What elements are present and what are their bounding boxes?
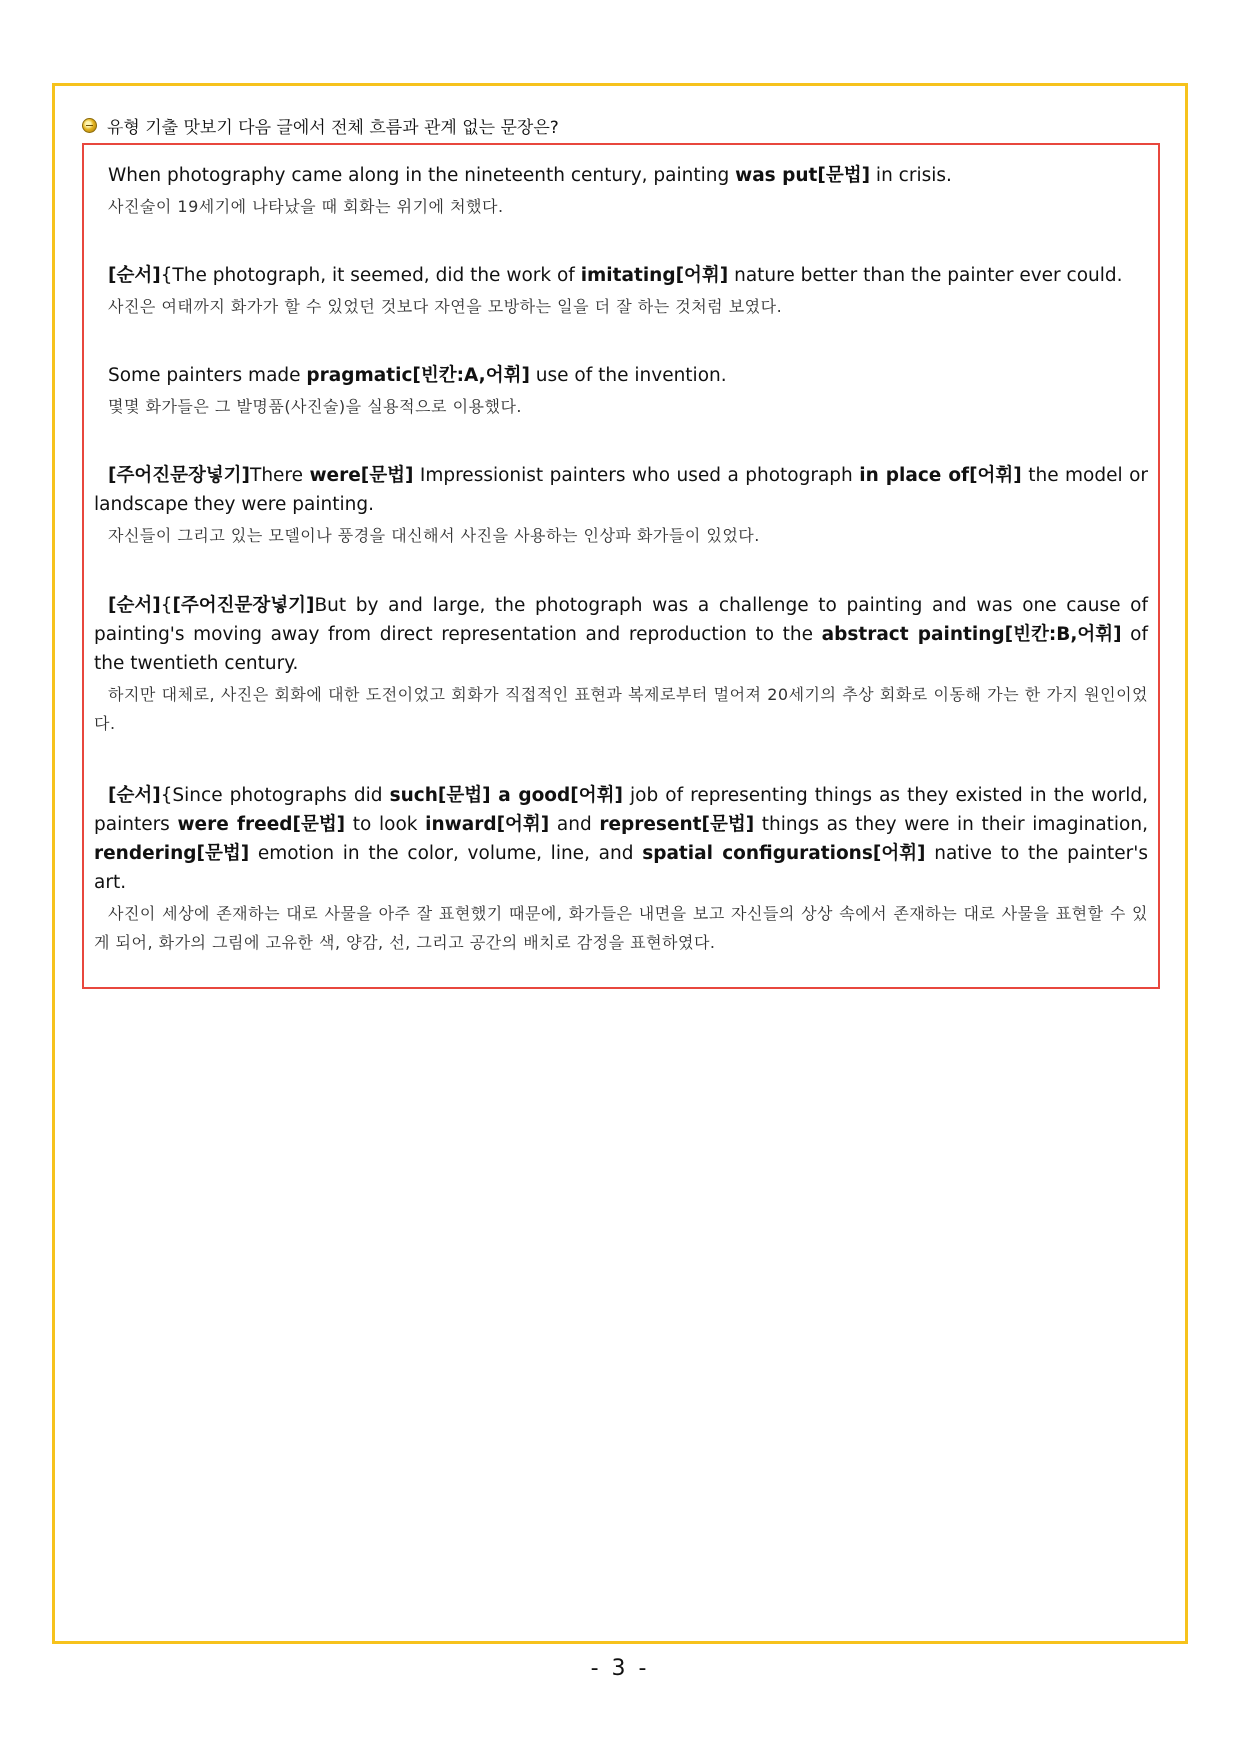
korean-translation: 사진이 세상에 존재하는 대로 사물을 아주 잘 표현했기 때문에, 화가들은 내면을 보고 자신들의 상상 속에서 존재하는 대로 사물을 표현할 수 있게 되어, 화가의 그림에 고유한 색, 양감, 선, 그리고 공간의 배치로 감정을 표현하였다. bbox=[94, 904, 1148, 952]
korean-translation: 사진술이 19세기에 나타났을 때 회화는 위기에 처했다. bbox=[108, 197, 504, 216]
english-sentence bbox=[94, 361, 1148, 390]
annotated-term: was put[문법] bbox=[735, 165, 871, 186]
passage-box bbox=[82, 143, 1160, 989]
english-sentence bbox=[94, 461, 1148, 519]
korean-translation: 자신들이 그리고 있는 모델이나 풍경을 대신해서 사진을 사용하는 인상파 화가들이 있었다. bbox=[108, 526, 760, 545]
korean-translation: 사진은 여태까지 화가가 할 수 있었던 것보다 자연을 모방하는 일을 더 잘 하는 것처럼 보였다. bbox=[108, 297, 783, 316]
sentence-text: of the twentieth century. bbox=[94, 624, 1148, 674]
paragraph-3 bbox=[94, 361, 1148, 421]
sentence-text: There bbox=[250, 465, 310, 486]
section-heading bbox=[82, 112, 559, 138]
korean-translation: 하지만 대체로, 사진은 회화에 대한 도전이었고 회화가 직접적인 표현과 복제로부터 멀어져 20세기의 추상 회화로 이동해 가는 한 가지 원인이었다. bbox=[94, 685, 1148, 733]
heading-text: 유형 기출 맛보기 다음 글에서 전체 흐름과 관계 없는 문장은? bbox=[107, 117, 559, 138]
sentence-text: When photography came along in the nineteenth century, painting bbox=[108, 165, 736, 186]
korean-translation: 몇몇 화가들은 그 발명품(사진술)을 실용적으로 이용했다. bbox=[108, 397, 522, 416]
annotated-term: [순서] bbox=[108, 785, 161, 806]
annotated-term: [순서] bbox=[108, 595, 161, 616]
annotated-term: abstract painting[빈칸:B,어휘] bbox=[821, 624, 1122, 645]
annotated-term: rendering[문법] bbox=[94, 843, 250, 864]
annotated-term: pragmatic[빈칸:A,어휘] bbox=[306, 365, 530, 386]
sentence-text: things as they were in their imagination, bbox=[754, 814, 1148, 835]
bullet-icon bbox=[82, 118, 97, 133]
sentence-text: { bbox=[160, 595, 173, 616]
sentence-text: Some painters made bbox=[108, 365, 307, 386]
sentence-text: to look bbox=[345, 814, 426, 835]
annotated-term: were freed[문법] bbox=[177, 814, 346, 835]
annotated-term: imitating[어휘] bbox=[580, 265, 729, 286]
sentence-text: native to the painter's art. bbox=[94, 843, 1149, 893]
annotated-term: in place of[어휘] bbox=[859, 465, 1022, 486]
paragraph-1 bbox=[94, 161, 1148, 221]
sentence-text: Impressionist painters who used a photograph bbox=[413, 465, 860, 486]
sentence-text: and bbox=[549, 814, 600, 835]
paragraph-6 bbox=[94, 781, 1148, 957]
english-sentence bbox=[94, 591, 1148, 678]
annotated-term: were[문법] bbox=[309, 465, 414, 486]
sentence-text: job of representing things as they existed in the world, painters bbox=[94, 785, 1148, 835]
annotated-term: represent[문법] bbox=[599, 814, 755, 835]
sentence-text: emotion in the color, volume, line, and bbox=[249, 843, 643, 864]
annotated-term: [주어진문장넣기] bbox=[108, 465, 251, 486]
annotated-term: [주어진문장넣기] bbox=[172, 595, 315, 616]
annotated-term: inward[어휘] bbox=[425, 814, 550, 835]
sentence-text: the model or landscape they were painting. bbox=[94, 465, 1149, 515]
sentence-text: {Since photographs did bbox=[160, 785, 390, 806]
annotated-term: spatial configurations[어휘] bbox=[642, 843, 926, 864]
annotated-term: such[문법] a good[어휘] bbox=[389, 785, 623, 806]
sentence-text: {The photograph, it seemed, did the work of bbox=[160, 265, 581, 286]
english-sentence bbox=[94, 161, 1148, 190]
paragraph-4 bbox=[94, 461, 1148, 550]
paragraph-5 bbox=[94, 591, 1148, 738]
sentence-text: use of the invention. bbox=[529, 365, 727, 386]
sentence-text: in crisis. bbox=[870, 165, 952, 186]
page-number: - 3 - bbox=[590, 1656, 650, 1681]
annotated-term: [순서] bbox=[108, 265, 161, 286]
english-sentence bbox=[94, 261, 1148, 290]
sentence-text: nature better than the painter ever could. bbox=[728, 265, 1123, 286]
sentence-text: But by and large, the photograph was a challenge to painting and was one cause of painting's moving away from direct representation and reproduction to the bbox=[94, 595, 1148, 645]
english-sentence bbox=[94, 781, 1148, 897]
paragraph-2 bbox=[94, 261, 1148, 321]
